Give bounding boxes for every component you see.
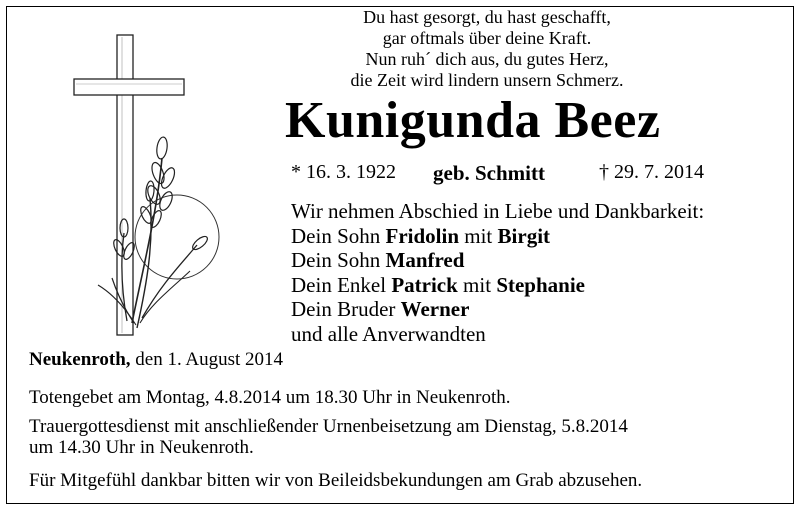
mourner-line xyxy=(291,248,704,273)
mourner-relation: Dein Enkel xyxy=(291,272,392,297)
mourner-name: Werner xyxy=(400,297,470,322)
birth-date: * 16. 3. 1922 xyxy=(291,161,396,183)
mourners-intro: Wir nehmen Abschied in Liebe und Dankbarkeit: xyxy=(291,199,705,223)
deceased-name: Kunigunda Beez xyxy=(285,92,661,149)
mourner-line xyxy=(291,273,704,298)
mourner-name: Stephanie xyxy=(496,272,585,297)
mourner-relation: Dein Sohn xyxy=(291,223,386,248)
mourner-name: Fridolin xyxy=(385,223,460,248)
mourner-name: Birgit xyxy=(497,223,551,248)
mourner-line xyxy=(291,297,704,322)
mourners-list xyxy=(291,199,704,347)
mourner-name: Patrick xyxy=(391,272,458,297)
obituary-notice xyxy=(6,6,794,504)
mourner-connector: mit xyxy=(459,223,498,248)
mourner-relation: Dein Sohn xyxy=(291,248,386,273)
poem-line: Nun ruh´ dich aus, du gutes Herz, xyxy=(365,49,609,69)
place-name: Neukenroth, xyxy=(29,349,131,370)
mourner-name: Manfred xyxy=(385,248,465,273)
mourner-line: und alle Anverwandten xyxy=(291,321,486,346)
poem-line: die Zeit wird lindern unsern Schmerz. xyxy=(350,70,624,90)
maiden-name: geb. Schmitt xyxy=(433,161,545,185)
poem-line: gar oftmals über deine Kraft. xyxy=(382,28,592,48)
mourner-connector: mit xyxy=(457,272,497,297)
place-date xyxy=(29,349,283,371)
notice-date: den 1. August 2014 xyxy=(130,349,284,370)
mourner-relation: Dein Bruder xyxy=(291,297,401,322)
death-date: † 29. 7. 2014 xyxy=(599,161,704,183)
poem-line: Du hast gesorgt, du hast geschafft, xyxy=(363,7,611,27)
cross-with-wheat-icon xyxy=(62,23,232,343)
closing-note: Für Mitgefühl dankbar bitten wir von Beileidsbekundungen am Grab abzusehen. xyxy=(29,470,643,491)
poem-verse xyxy=(307,7,667,91)
funeral-info-line1: Trauergottesdienst mit anschließender Urnenbeisetzung am Dienstag, 5.8.2014 xyxy=(29,416,628,437)
mourner-line xyxy=(291,224,704,249)
prayer-info: Totengebet am Montag, 4.8.2014 um 18.30 Uhr in Neukenroth. xyxy=(29,387,511,408)
funeral-info-line2: um 14.30 Uhr in Neukenroth. xyxy=(29,437,254,458)
